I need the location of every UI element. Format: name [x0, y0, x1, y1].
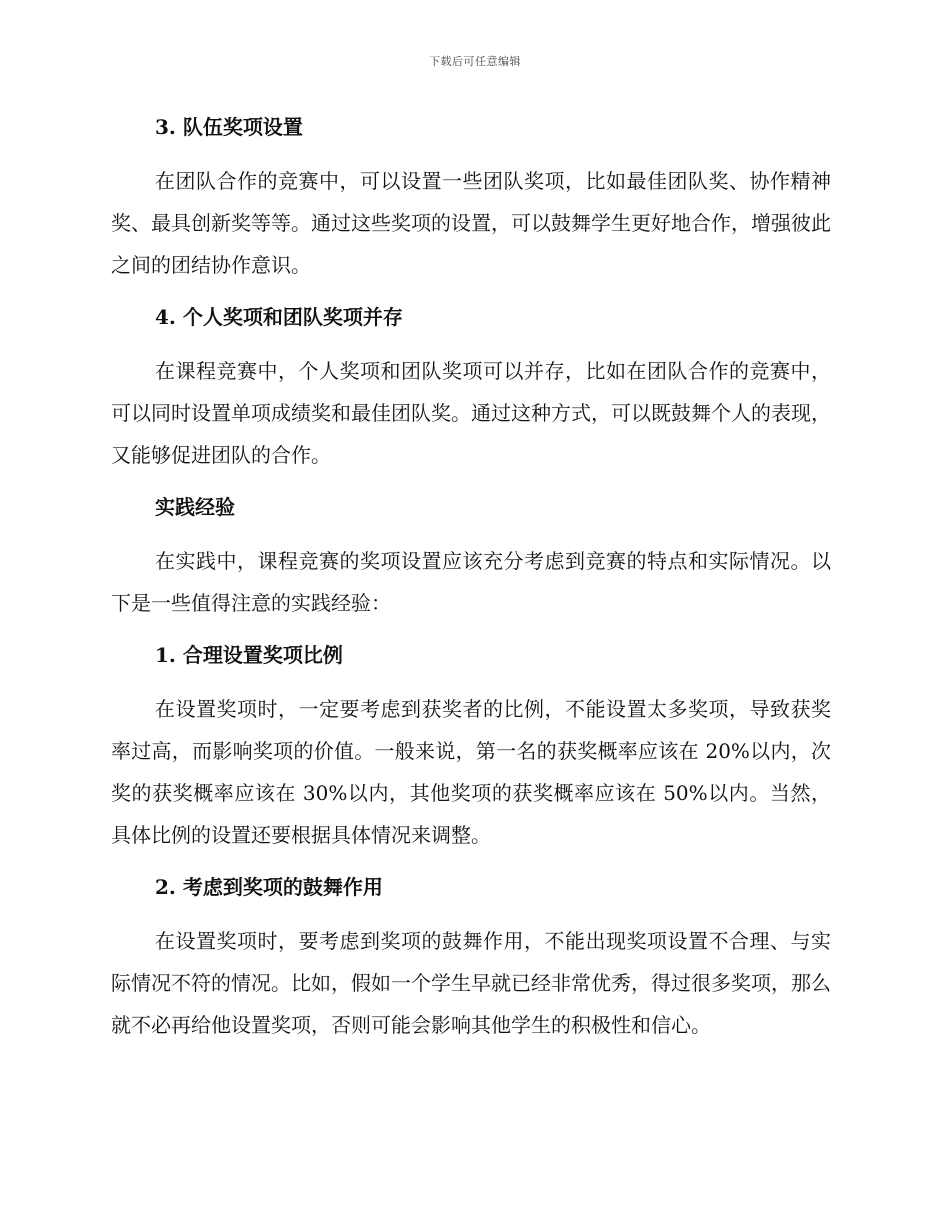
section-paragraph-encouragement: 在设置奖项时，要考虑到奖项的鼓舞作用，不能出现奖项设置不合理、与实际情况不符的情况。比如，假如一个学生早就已经非常优秀，得过很多奖项，那么就不必再给他设置奖项，否则可能会影响其他学生的积极性和信心。	[111, 929, 831, 1037]
section-heading-individual-and-team: 4. 个人奖项和团队奖项并存	[155, 305, 403, 329]
section-paragraph-practice-experience: 在实践中，课程竞赛的奖项设置应该充分考虑到竞赛的特点和实际情况。以下是一些值得注意的实践经验：	[111, 549, 831, 615]
section-heading-award-ratio: 1. 合理设置奖项比例	[155, 643, 343, 667]
section-paragraph-team-awards: 在团队合作的竞赛中，可以设置一些团队奖项，比如最佳团队奖、协作精神奖、最具创新奖等等。通过这些奖项的设置，可以鼓舞学生更好地合作，增强彼此之间的团结协作意识。	[111, 169, 831, 277]
section-heading-team-awards: 3. 队伍奖项设置	[155, 115, 303, 139]
section-heading-practice-experience: 实践经验	[155, 495, 235, 519]
section-heading-encouragement: 2. 考虑到奖项的鼓舞作用	[155, 875, 383, 899]
document-body	[111, 106, 831, 1046]
section-paragraph-award-ratio: 在设置奖项时，一定要考虑到获奖者的比例，不能设置太多奖项，导致获奖率过高，而影响奖项的价值。一般来说，第一名的获奖概率应该在 20%以内，次奖的获奖概率应该在 30%以内，其他奖项的获奖概率应该在 50%以内。当然，具体比例的设置还要根据具体情况来调整。	[111, 697, 831, 847]
section-paragraph-individual-and-team: 在课程竞赛中，个人奖项和团队奖项可以并存，比如在团队合作的竞赛中，可以同时设置单项成绩奖和最佳团队奖。通过这种方式，可以既鼓舞个人的表现，又能够促进团队的合作。	[111, 359, 831, 467]
page-header-note: 下载后可任意编辑	[429, 55, 521, 68]
